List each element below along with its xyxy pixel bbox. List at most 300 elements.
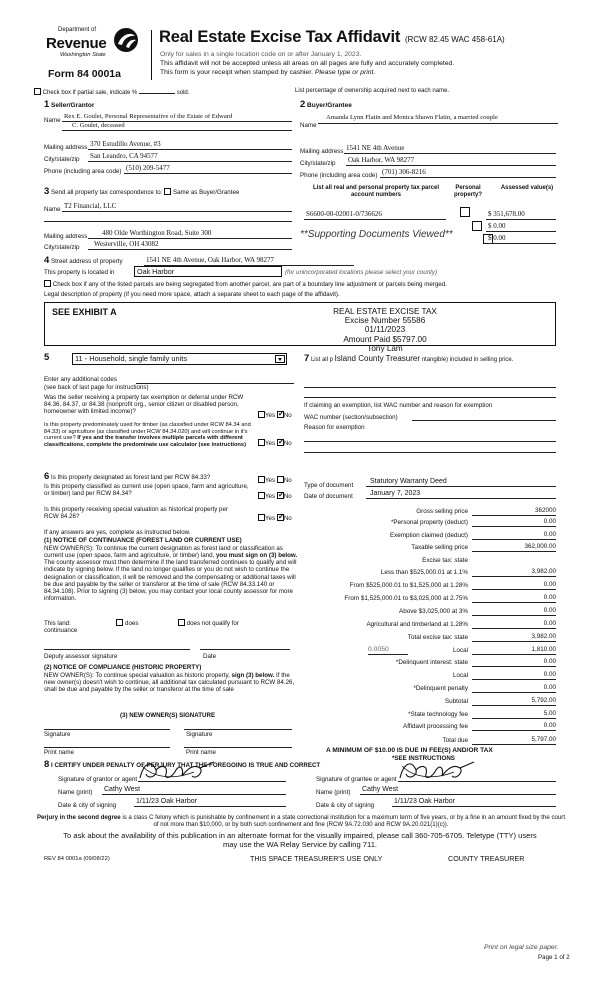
parcel-row-1-personal-checkbox[interactable] xyxy=(460,207,470,217)
fee-gross-selling-price xyxy=(308,507,556,518)
fee-tier-4 xyxy=(308,607,556,618)
grantor-date-field[interactable] xyxy=(134,797,286,807)
grantee-name-field[interactable] xyxy=(360,785,556,795)
parcel-row-2-value[interactable] xyxy=(486,222,556,232)
perjury-notice xyxy=(36,814,566,828)
certify-text: I CERTIFY UNDER PENALTY OF PERJURY THAT THE FOREGOING IS TRUE AND CORRECT xyxy=(51,762,321,769)
see-back-note: (see back of last page for instructions) xyxy=(44,384,149,391)
fee-subtotal xyxy=(308,697,556,708)
does-checkbox[interactable] xyxy=(116,619,123,626)
fee-value[interactable]: 1,810.00 xyxy=(531,646,556,653)
buyer-heading-text: Buyer/Grantee xyxy=(307,102,352,109)
fee-label: From $525,000.01 to $1,525,000 at 1.28% xyxy=(349,582,468,589)
new-owner-signature-1[interactable] xyxy=(44,722,170,730)
document-type-field[interactable] xyxy=(366,477,556,487)
partial-sale-row xyxy=(34,88,189,97)
dor-logo xyxy=(46,27,142,69)
correspondence-heading-num: 3 xyxy=(44,186,50,197)
correspondence-mailing-field[interactable] xyxy=(88,229,292,239)
dor-swirl-icon xyxy=(112,27,140,53)
dept-line2: Revenue xyxy=(46,35,107,52)
buyer-phone-value: (701) 306-8216 xyxy=(382,168,426,176)
supporting-docs-watermark: **Supporting Documents Viewed** xyxy=(300,229,453,240)
fee-total-excise-state xyxy=(308,633,556,644)
dept-line1: Department of xyxy=(58,27,97,33)
parcel-row-3-value[interactable] xyxy=(486,234,556,244)
historic-yes-no xyxy=(258,514,292,522)
grantor-name-value: Cathy West xyxy=(104,786,141,793)
partial-sale-suffix: sold. xyxy=(176,90,190,96)
continuance-label: continuance xyxy=(44,627,78,634)
buyer-phone-label: Phone (including area code) xyxy=(300,172,378,179)
reason-label: Reason for exemption xyxy=(304,424,365,431)
timber-no-checkbox[interactable] xyxy=(277,439,284,446)
grantor-signature-field[interactable] xyxy=(138,772,286,782)
fee-tier-3 xyxy=(308,594,556,605)
notice1-text-b: The county assessor must then determine if the land transferred continues to qualify and will indicate by signing below. If the land no longer qualifies or you do not wish to continue the designation or classification, it will be removed and the compensating or additional taxes will be due and payable by the seller or transferor at the time of sale (RCW 84.33.140 or 84.34.108). Prior to signing (3) below, you may contact your local county assessor for more information. xyxy=(44,559,297,602)
historic-yes-checkbox[interactable] xyxy=(258,514,265,521)
fee-label: *State technology fee xyxy=(408,711,468,718)
form-statute: (RCW 82.45 WAC 458-61A) xyxy=(404,35,505,44)
historic-no-checkbox[interactable] xyxy=(277,514,284,521)
form-number: Form 84 0001a xyxy=(48,68,121,80)
fee-value[interactable]: 0.00 xyxy=(543,671,556,678)
seller-mailing-label: Mailing address xyxy=(44,144,88,151)
section6-num: 6 xyxy=(44,471,50,482)
grantor-signature-scribble xyxy=(134,758,218,784)
reason-field[interactable] xyxy=(304,434,556,442)
buyer-mailing-value: 1541 NE 4th Avenue xyxy=(346,144,405,152)
forest-question xyxy=(44,472,260,483)
fee-line xyxy=(472,526,556,527)
correspondence-city-field[interactable] xyxy=(88,240,292,250)
fee-tier-1 xyxy=(308,568,556,579)
fee-label: From $1,525,000.01 to $3,025,000 at 2.75% xyxy=(344,595,468,602)
forest-yes-checkbox[interactable] xyxy=(258,476,265,483)
fee-label: *Delinquent interest: state xyxy=(395,659,468,666)
historic-question: Is this property receiving special valuation as historical property per RCW 84.26? xyxy=(44,506,228,521)
signature-label-1: Signature xyxy=(44,731,71,738)
fee-value[interactable]: 5,797.00 xyxy=(531,736,556,743)
land-use-value: 11 - Household, single family units xyxy=(75,354,188,363)
exemption-no-checkbox[interactable] xyxy=(277,411,284,418)
historic-no-label: No xyxy=(283,515,292,522)
notice3-title: (3) NEW OWNER(S) SIGNATURE xyxy=(120,712,216,719)
fee-line xyxy=(472,666,556,667)
parcel-row-1-value[interactable] xyxy=(486,210,556,220)
fee-label: Subtotal xyxy=(444,698,468,705)
fee-label: Total due xyxy=(442,737,468,744)
parcels-col3-header: Assessed value(s) xyxy=(500,185,554,191)
forest-no-label: No xyxy=(283,477,292,484)
notice2-body xyxy=(44,672,302,693)
seller-heading-text: Seller/Grantor xyxy=(51,102,95,109)
grantor-signature-label: Signature of grantor or agent xyxy=(58,776,138,783)
grantor-date-value: 1/11/23 Oak Harbor xyxy=(136,798,197,805)
stamp-line6: Island County Treasurer xyxy=(334,354,421,363)
exemption-yes-no xyxy=(258,411,292,419)
fee-delinquent-penalty xyxy=(308,684,556,695)
wac-number-field[interactable] xyxy=(412,414,556,421)
timber-yes-no xyxy=(258,439,292,447)
seller-mailing-field[interactable] xyxy=(88,140,292,150)
additional-codes-field[interactable] xyxy=(136,376,294,384)
grantee-signature-field[interactable] xyxy=(398,772,556,782)
seller-name-line2: C. Goulet, deceased xyxy=(72,122,125,129)
fee-label: Total excise tax: state xyxy=(407,634,468,641)
segregated-row xyxy=(44,280,447,288)
header-note3: This form is your receipt when stamped by cashier. xyxy=(160,69,313,76)
fee-line xyxy=(472,744,556,745)
document-type-label: Type of document xyxy=(304,482,354,489)
reason-field-2[interactable] xyxy=(304,445,556,453)
grantee-signature-scribble xyxy=(394,758,478,784)
fee-label: Gross selling price xyxy=(416,508,468,515)
does-label: does xyxy=(125,620,139,627)
wac-number-label: WAC number (section/subsection) xyxy=(304,414,398,421)
seller-city-field[interactable] xyxy=(88,152,292,162)
exemption-question: Was the seller receiving a property tax exemption or deferral under RCW 84.36, 84.37, or 84.38 (nonprofit org., senior citizen or disabled person, homeowner with limited income)? xyxy=(44,394,244,416)
section6-instructions: If any answers are yes, complete as instructed below. xyxy=(44,529,191,536)
wac-claim-label: If claiming an exemption, list WAC number and reason for exemption xyxy=(304,402,493,409)
fee-label: Less than $525,000.01 at 1.1% xyxy=(380,569,468,576)
fee-value[interactable]: 3,982.00 xyxy=(531,633,556,640)
minimum-due-note: A MINIMUM OF $10.00 IS DUE IN FEE(S) AND/OR TAX xyxy=(326,747,493,754)
fee-value[interactable]: 0.00 xyxy=(543,518,556,525)
parcel-row-1-account[interactable] xyxy=(304,210,446,220)
grantee-date-value: 1/11/23 Oak Harbor xyxy=(394,798,455,805)
grantor-date-label: Date & city of signing xyxy=(58,802,117,809)
timber-question xyxy=(44,422,254,448)
notice2-text-bold: sign (3) below. xyxy=(231,672,275,679)
located-select[interactable] xyxy=(134,266,282,277)
correspondence-city-label: City/state/zip xyxy=(44,244,80,251)
stamp-line4: Amount Paid $5797.00 xyxy=(343,334,427,344)
ownership-note: List percentage of ownership acquired next to each name. xyxy=(295,88,450,94)
same-as-buyer-label: Same as Buyer/Grantee xyxy=(172,189,240,196)
legal-description-label: Legal description of property (if you need more space, attach a separate sheet to each page of the affidavit). xyxy=(44,291,340,298)
partial-sale-percent-field[interactable] xyxy=(139,93,175,94)
fee-label: Affidavit processing fee xyxy=(403,723,468,730)
fee-personal-property xyxy=(308,518,556,529)
new-owner-signature-2[interactable] xyxy=(184,722,292,730)
new-owner-print-2[interactable] xyxy=(184,740,292,748)
fee-delinquent-interest-local xyxy=(308,671,556,682)
deputy-signature-label: Deputy assessor signature xyxy=(44,653,118,660)
exemption-yes-label: Yes xyxy=(265,412,276,419)
see-instructions-note: *SEE INSTRUCTIONS xyxy=(392,755,455,762)
fee-agricultural xyxy=(308,620,556,631)
segregated-checkbox[interactable] xyxy=(44,280,51,287)
fee-line xyxy=(472,705,556,706)
buyer-name-value: Amanda Lynn Flatin and Monica Shawn Flatin, a married couple xyxy=(326,114,498,121)
historic-yes-label: Yes xyxy=(265,515,276,522)
partial-sale-label: Check box if partial sale, indicate % xyxy=(42,90,138,96)
notice1-body xyxy=(44,545,302,602)
land-use-select[interactable] xyxy=(72,353,287,365)
fee-line xyxy=(472,654,556,655)
additional-codes-label: Enter any additional codes xyxy=(44,376,117,383)
fee-line xyxy=(472,692,556,693)
fee-label: Agricultural and timberland at 1.28% xyxy=(366,621,468,628)
parcel-row-1-value-text: $ 351,678.00 xyxy=(488,210,525,218)
form-title-row xyxy=(159,28,505,47)
correspondence-mailing-label: Mailing address xyxy=(44,233,88,240)
fee-value[interactable]: 5,792.00 xyxy=(531,697,556,704)
seller-name-field[interactable] xyxy=(62,113,292,122)
fee-affidavit-processing xyxy=(308,722,556,733)
does-not-checkbox[interactable] xyxy=(178,619,185,626)
chevron-down-icon xyxy=(278,358,282,361)
grantee-name-label: Name (print) xyxy=(316,789,351,796)
fee-value[interactable]: 0.00 xyxy=(543,581,556,588)
local-rate-field[interactable] xyxy=(368,646,408,655)
fee-value[interactable]: 0.00 xyxy=(543,684,556,691)
perjury-text: is a class C felony which is punishable by confinement in a state correctional institution for a maximum term of five years, or by a fine in an amount fixed by the court of not more than $10,000, or by both such confinement and fine (RCW 9A.72.030 and RCW 9A.20.021(1)(c)). xyxy=(122,814,566,828)
buyer-name-label: Name xyxy=(300,122,317,129)
notice2-title: (2) NOTICE OF COMPLIANCE (HISTORIC PROPERTY) xyxy=(44,664,202,671)
located-value: Oak Harbor xyxy=(137,267,175,276)
street-address-field[interactable] xyxy=(144,256,354,266)
deputy-signature-field[interactable] xyxy=(44,644,190,650)
this-land-row xyxy=(44,619,239,627)
perjury-bold: Perjury in the second degree xyxy=(36,814,121,821)
print-name-label-1: Print name xyxy=(44,749,74,756)
document-date-value: January 7, 2023 xyxy=(370,490,421,497)
fee-value[interactable]: 0.00 xyxy=(543,620,556,627)
section5-num: 5 xyxy=(44,352,50,363)
seller-city-value: San Leandro, CA 94577 xyxy=(90,152,158,160)
current-use-yes-no xyxy=(258,492,292,500)
seller-mailing-value: 370 Estudillo Avenue, #3 xyxy=(90,140,161,148)
correspondence-heading xyxy=(44,187,239,198)
does-not-label: does not qualify for xyxy=(186,620,239,627)
exemption-no-label: No xyxy=(283,412,292,419)
fee-tier-2 xyxy=(308,581,556,592)
grantor-name-label: Name (print) xyxy=(58,789,93,796)
fee-label: Above $3,025,000 at 3% xyxy=(399,608,468,615)
page-number: Page 1 of 2 xyxy=(538,954,570,961)
exemption-yes-checkbox[interactable] xyxy=(258,411,265,418)
street-address-label: Street address of property xyxy=(51,258,123,265)
parcel-row-2-personal-checkbox[interactable] xyxy=(472,221,482,231)
current-use-no-label: No xyxy=(283,493,292,500)
fee-label: Local xyxy=(452,647,468,654)
fee-excise-tax-state-heading xyxy=(308,556,556,567)
stamp-line5: Tony Lam xyxy=(367,343,403,353)
segregated-label: Check box if any of the listed parcels are being segregated from another parcel, are part of a boundary line adjustment or parcels being merged. xyxy=(52,281,447,288)
grantee-signature-label: Signature of grantee or agent xyxy=(316,776,397,783)
fee-delinquent-interest-state xyxy=(308,658,556,669)
seller-phone-value: (510) 209-5477 xyxy=(126,164,170,172)
document-type-value: Statutory Warranty Deed xyxy=(370,478,447,485)
buyer-mailing-label: Mailing address xyxy=(300,148,344,155)
fee-value[interactable]: 0.00 xyxy=(543,722,556,729)
located-label: This property is located in xyxy=(44,269,115,276)
treasurer-use-only: THIS SPACE TREASURER'S USE ONLY xyxy=(250,854,383,863)
notice1-text-a: NEW OWNER(S): To continue the current designation as forest land or classification as current use (open space, farm and agriculture, or timber) land, xyxy=(44,545,283,560)
fee-value[interactable]: 0.00 xyxy=(543,531,556,538)
fee-label: Local xyxy=(452,672,468,679)
correspondence-name-value: T2 Financial, LLC xyxy=(64,202,117,210)
buyer-city-value: Oak Harbor, WA 98277 xyxy=(348,156,415,164)
fee-line xyxy=(472,615,556,616)
header-note1: Only for sales in a single location code on or after January 1, 2023. xyxy=(160,51,362,58)
fee-label: *Personal property (deduct) xyxy=(390,519,468,526)
stamp-line1: REAL ESTATE EXCISE TAX xyxy=(333,307,437,316)
fee-label: Taxable selling price xyxy=(411,544,468,551)
section8-num: 8 xyxy=(44,759,50,770)
section7-field-3[interactable] xyxy=(304,390,556,398)
fee-line xyxy=(472,730,556,731)
fee-value[interactable]: 0.00 xyxy=(543,594,556,601)
fee-value[interactable]: 0.00 xyxy=(543,607,556,614)
section7-text-pre: List all p xyxy=(310,357,333,363)
county-treasurer: COUNTY TREASURER xyxy=(448,854,525,863)
timber-question-bold: If yes and the transfer involves multiple parcels with different classifications, complete the predominate use calculator (see instructions) xyxy=(44,435,246,448)
fee-taxable-selling-price xyxy=(308,543,556,554)
grantor-name-field[interactable] xyxy=(102,785,286,795)
timber-yes-label: Yes xyxy=(265,440,276,447)
notice1-title: (1) NOTICE OF CONTINUANCE (FOREST LAND OR CURRENT USE) xyxy=(44,537,242,544)
fee-total-due xyxy=(308,736,556,747)
seller-city-label: City/state/zip xyxy=(44,156,80,163)
correspondence-heading-text: Send all property tax correspondence to: xyxy=(51,189,163,196)
street-address-row xyxy=(44,256,123,267)
correspondence-mailing-value: 480 Olde Worthington Road, Suite 300 xyxy=(102,229,212,237)
seller-name-line1: Rex E. Goulet, Personal Representative of the Estate of Edward xyxy=(64,113,233,120)
parcel-row-3-value-text: $ 0.00 xyxy=(488,234,506,242)
excise-stamp xyxy=(310,307,460,353)
buyer-heading xyxy=(300,100,352,111)
new-owner-print-1[interactable] xyxy=(44,740,170,748)
street-address-value: 1541 NE 4th Avenue, Oak Harbor, WA 98277 xyxy=(146,256,274,264)
fee-exemption-claimed xyxy=(308,531,556,542)
parcels-col1-header: List all real and personal property tax parcel account numbers xyxy=(312,185,440,198)
fee-label: Excise tax: state xyxy=(422,557,468,564)
buyer-phone-field[interactable] xyxy=(380,168,556,178)
current-use-no-checkbox[interactable] xyxy=(277,492,284,499)
fee-value[interactable]: 362,000.00 xyxy=(524,543,556,550)
current-use-yes-checkbox[interactable] xyxy=(258,492,265,499)
legal-description-text: SEE EXHIBIT A xyxy=(52,307,117,317)
buyer-city-label: City/state/zip xyxy=(300,160,336,167)
correspondence-name-field[interactable] xyxy=(62,202,292,212)
timber-question-text: Is this property predominately used for timber (as classified under RCW 84.34 and 84.33) or agriculture (as classified under RCW 84.34.020) and will continue in it's current use? xyxy=(44,422,251,442)
notice1-text-bold: you must sign on (3) below. xyxy=(215,552,298,560)
seller-name-label: Name xyxy=(44,117,61,124)
deputy-date-label: Date xyxy=(203,653,217,660)
forest-yes-no xyxy=(258,476,292,484)
parcel-row-2-value-text: $ 0.00 xyxy=(488,222,506,230)
seller-name-field-2[interactable] xyxy=(62,122,292,131)
seller-heading xyxy=(44,100,94,111)
same-as-buyer-checkbox[interactable] xyxy=(164,188,171,195)
forest-question-text: Is this property designated as forest land per RCW 84.33? xyxy=(51,474,211,481)
fee-line xyxy=(472,551,556,552)
located-note: (for unincorporated locations please select your county) xyxy=(285,269,438,276)
deputy-date-field[interactable] xyxy=(200,644,290,650)
header-divider xyxy=(151,30,152,80)
fee-local xyxy=(308,646,556,657)
fee-line xyxy=(472,539,556,540)
current-use-question: Is this property classified as current use (open space, farm and agriculture, or timber) land per RCW 84.34? xyxy=(44,483,249,498)
section7-num: 7 xyxy=(304,353,310,364)
parcels-col2-header: Personal property? xyxy=(453,185,482,198)
grantee-name-value: Cathy West xyxy=(362,786,399,793)
fee-label: Exemption claimed (deduct) xyxy=(389,532,468,539)
seller-phone-label: Phone (including area code) xyxy=(44,168,122,175)
section4-num: 4 xyxy=(44,255,50,266)
section7-field-2[interactable] xyxy=(304,380,556,388)
print-name-label-2: Print name xyxy=(186,749,216,756)
form-title: Real Estate Excise Tax Affidavit xyxy=(159,28,401,46)
fee-line xyxy=(472,718,556,719)
grantee-date-label: Date & city of signing xyxy=(316,802,375,809)
local-rate-value: 0.0050 xyxy=(368,646,389,653)
notice2-text-a: NEW OWNER(S): To continue special valuation as historic property, xyxy=(44,672,230,679)
header-note3-row xyxy=(160,69,375,77)
timber-yes-checkbox[interactable] xyxy=(258,439,265,446)
legal-size-note: Print on legal size paper. xyxy=(484,944,559,951)
buyer-name-field[interactable] xyxy=(318,114,558,124)
header-note3-italic: Please type or print. xyxy=(314,69,376,76)
availability-notice: To ask about the availability of this publication in an alternate format for the visually impaired, please call 360-705-6705. Teletype (TTY) users may use the WA Relay Service by calling 711. xyxy=(63,831,537,849)
this-land-label: This land: xyxy=(44,620,71,627)
fee-line xyxy=(472,602,556,603)
signature-label-2: Signature xyxy=(186,731,213,738)
fee-value[interactable]: 0.00 xyxy=(543,658,556,665)
land-use-dropdown-button[interactable] xyxy=(275,355,285,363)
partial-sale-checkbox[interactable] xyxy=(34,88,41,95)
stamp-line2: Excise Number 55586 xyxy=(344,316,426,326)
dept-line3: Washington State xyxy=(60,52,106,58)
section7-row xyxy=(304,354,513,365)
stamp-line3: 01/11/2023 xyxy=(364,325,406,335)
document-date-field[interactable] xyxy=(366,489,556,499)
section7-text-post: ntangible) included in selling price. xyxy=(421,357,514,363)
buyer-heading-num: 2 xyxy=(300,99,306,110)
parcel-row-1-account-value: S6600-00-02001-0/736626 xyxy=(306,210,382,218)
forest-yes-label: Yes xyxy=(265,477,276,484)
fee-value[interactable]: 5.00 xyxy=(543,710,556,717)
fee-value[interactable]: 3,982.00 xyxy=(531,568,556,575)
fee-line xyxy=(472,589,556,590)
header-note2: This affidavit will not be accepted unless all areas on all pages are fully and accurately completed. xyxy=(160,60,455,67)
fee-line xyxy=(472,679,556,680)
fee-line xyxy=(472,576,556,577)
document-date-label: Date of document xyxy=(304,493,353,500)
correspondence-city-value: Westerville, OH 43082 xyxy=(94,240,159,248)
notice2-text-b: If the new owner(s) doesn't wish to continue, all additional tax calculated pursuant to RCW 84.26, shall be due and payable by the seller or transferor at the time of sale xyxy=(44,672,295,694)
fee-technology xyxy=(308,710,556,721)
rev-number: REV 84 0001a (09/08/22) xyxy=(44,856,110,862)
fee-line xyxy=(472,628,556,629)
correspondence-name-label: Name xyxy=(44,206,61,213)
seller-heading-num: 1 xyxy=(44,99,50,110)
buyer-city-field[interactable] xyxy=(346,156,556,166)
correspondence-name-field-2[interactable] xyxy=(44,214,292,222)
fee-line xyxy=(472,641,556,642)
legal-description-box[interactable] xyxy=(44,302,556,353)
forest-no-checkbox[interactable] xyxy=(277,476,284,483)
fee-label: *Delinquent penalty xyxy=(413,685,468,692)
seller-phone-field[interactable] xyxy=(124,164,292,174)
grantee-date-field[interactable] xyxy=(392,797,556,807)
fee-value[interactable]: 362000 xyxy=(534,507,556,514)
current-use-yes-label: Yes xyxy=(265,493,276,500)
buyer-mailing-field[interactable] xyxy=(344,144,556,154)
